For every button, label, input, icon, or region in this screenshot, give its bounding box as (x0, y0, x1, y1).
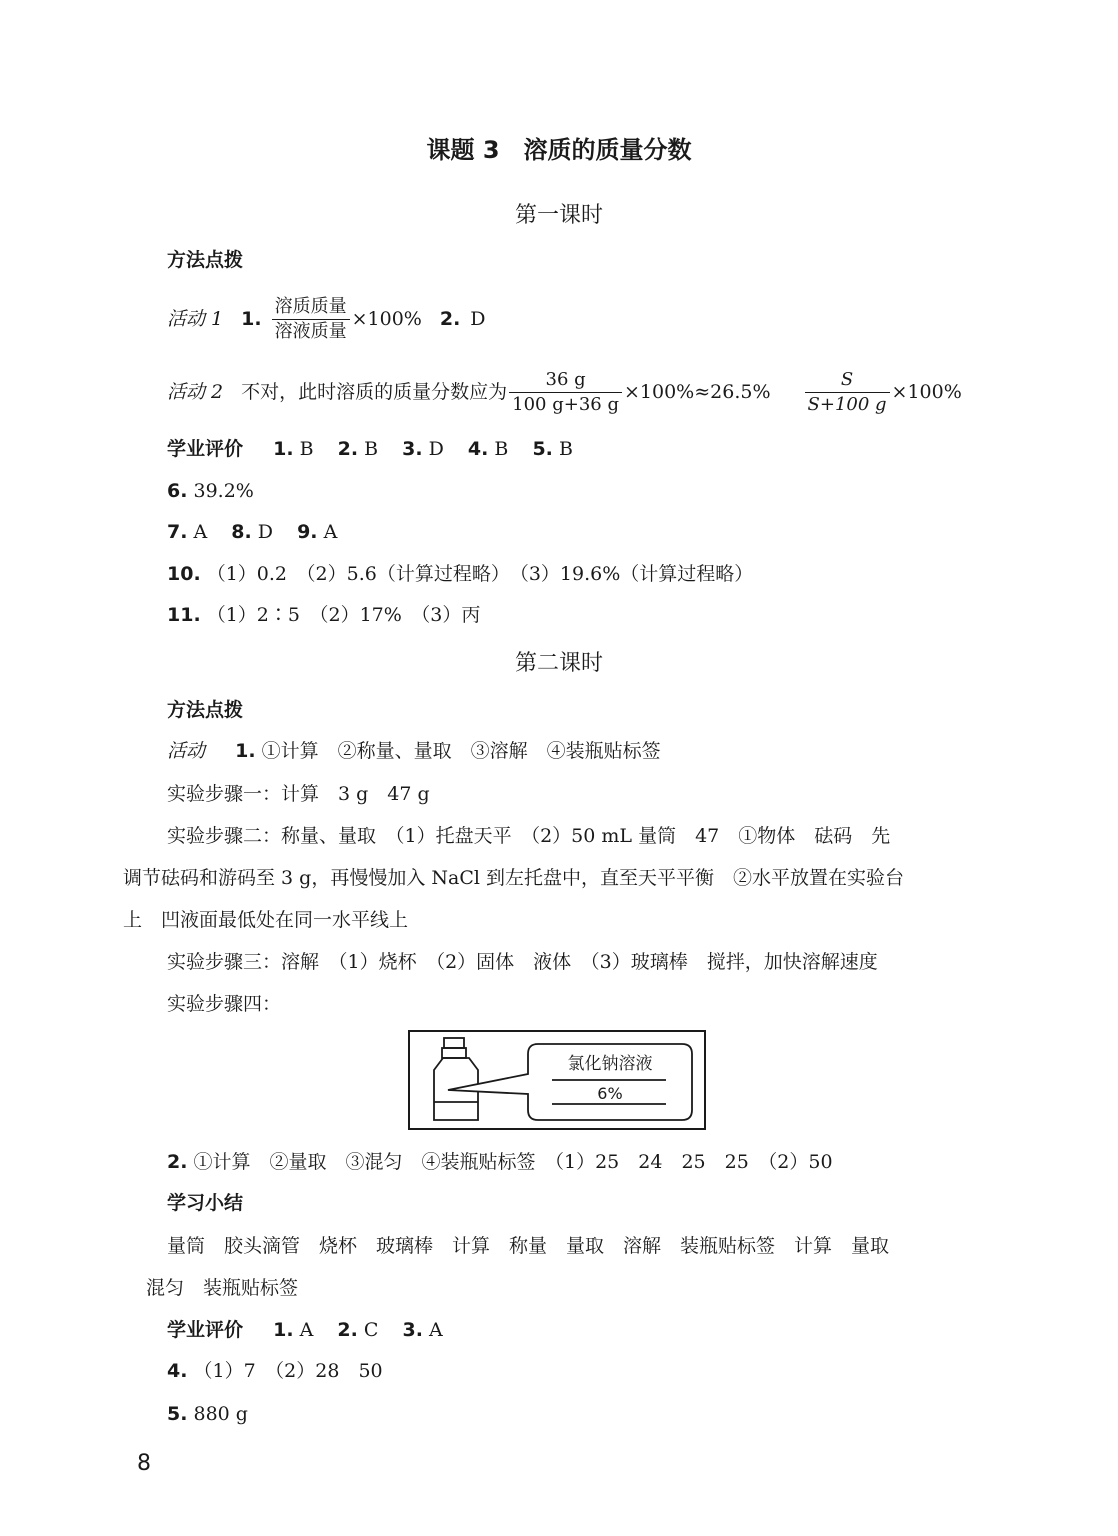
label-solution-name: 氯化钠溶液 (567, 1054, 653, 1074)
answer-value: D (257, 521, 274, 543)
answer-number: 4. (167, 1360, 188, 1382)
lesson2-q5 (167, 1402, 248, 1426)
lesson1-heading: 第一课时 (514, 203, 603, 228)
answer-number: 2. (337, 438, 359, 460)
activity1-label: 活动 1 (167, 308, 224, 330)
lesson1-eval-row1 (167, 437, 573, 461)
page-number: 8 (137, 1451, 151, 1476)
bottle-label-figure (408, 1030, 706, 1130)
answer-number: 7. (167, 521, 188, 543)
answer-number: 1. (273, 1319, 294, 1341)
answer-value: B (558, 438, 573, 460)
lesson2-eval-heading: 学业评价 (167, 1319, 244, 1341)
answer-value: A (323, 521, 338, 543)
activity2-fraction-2 (805, 368, 890, 417)
activity1-q2-answer: D (470, 308, 486, 330)
lesson2-method-heading: 方法点拨 (167, 699, 244, 721)
activity1-q1-number: 1. (241, 308, 262, 330)
answer-number: 1. (273, 438, 294, 460)
label-concentration: 6% (597, 1084, 623, 1103)
summary-line1: 量筒 胶头滴管 烧杯 玻璃棒 计算 称量 量取 溶解 装瓶贴标签 计算 量取 (167, 1235, 890, 1257)
answer-number: 4. (467, 438, 489, 460)
lesson1-method-heading: 方法点拨 (167, 249, 244, 271)
answer-number: 2. (337, 1319, 358, 1341)
activity2-mid: ×100%≈26.5% (624, 381, 771, 403)
answer-number: 10. (167, 563, 201, 585)
answer-number: 3. (402, 1319, 423, 1341)
activity2-line (167, 364, 962, 420)
step2-line2: 调节砝码和游码至 3 g，再慢慢加入 NaCl 到左托盘中，直至天平平衡 ②水平放置在实验台 (123, 867, 904, 889)
answer-value: （1）0.2 （2）5.6（计算过程略） （3）19.6%（计算过程略） (206, 563, 754, 585)
answer-value: A (299, 1319, 314, 1341)
activity2-tail: ×100% (891, 381, 962, 403)
step3: 实验步骤三：溶解 （1）烧杯 （2）固体 液体 （3）玻璃棒 搅拌，加快溶解速度 (167, 951, 878, 973)
lesson1-q11 (167, 603, 480, 627)
answer-value: B (494, 438, 509, 460)
step1: 实验步骤一：计算 3 g 47 g (167, 783, 430, 805)
lesson2-heading: 第二课时 (514, 651, 603, 676)
answer-value: A (193, 521, 208, 543)
answer-value: （1）7 （2）28 50 (193, 1360, 383, 1382)
answer-value: 39.2% (193, 480, 254, 502)
activity2-text: 不对，此时溶质的质量分数应为 (241, 381, 508, 403)
lesson2-eval-row1 (167, 1318, 443, 1342)
activity1-line (167, 292, 486, 346)
answer-value: 880 g (193, 1403, 248, 1425)
page-title: 课题 3 溶质的质量分数 (426, 136, 692, 164)
answer-value: ①计算 ②量取 ③混匀 ④装瓶贴标签 （1）25 24 25 25 （2）50 (193, 1151, 833, 1173)
answer-number: 8. (231, 521, 252, 543)
answer-value: D (428, 438, 444, 460)
answer-value: A (428, 1319, 443, 1341)
bottle-with-label-illustration (410, 1032, 704, 1128)
activity2-fraction-2-denominator: S+100 g (805, 392, 890, 417)
lesson1-q10 (167, 562, 753, 586)
lesson2-activity-line (167, 739, 661, 763)
activity2-fraction-1-numerator: 36 g (545, 368, 586, 390)
activity1-fraction-numerator: 溶质质量 (274, 295, 347, 317)
step2-line1: 实验步骤二：称量、量取 （1）托盘天平 （2）50 mL 量筒 47 ①物体 砝码 先 (167, 825, 891, 847)
lesson2-q2 (167, 1150, 833, 1174)
answer-number: 6. (167, 480, 188, 502)
activity1-q2-number: 2. (439, 308, 461, 330)
answer-value: B (364, 438, 379, 460)
answer-value: B (299, 438, 314, 460)
step2-line3: 上 凹液面最低处在同一水平线上 (123, 909, 409, 931)
answer-number: 3. (402, 438, 423, 460)
lesson2-activity-text: ①计算 ②称量、量取 ③溶解 ④装瓶贴标签 (261, 740, 661, 762)
answer-number: 5. (167, 1403, 188, 1425)
activity2-label: 活动 2 (167, 381, 224, 403)
answer-value: C (363, 1319, 379, 1341)
step4: 实验步骤四： (167, 993, 282, 1015)
activity1-fraction-denominator: 溶液质量 (272, 319, 350, 344)
answer-number: 1. (235, 740, 256, 762)
answer-number: 5. (532, 438, 553, 460)
lesson1-eval-heading: 学业评价 (167, 438, 244, 460)
answer-number: 11. (167, 604, 201, 626)
answer-number: 9. (297, 521, 318, 543)
lesson2-q4 (167, 1359, 383, 1383)
activity2-fraction-1 (509, 368, 622, 417)
activity1-tail: ×100% (351, 308, 422, 330)
answer-value: （1）2∶5 （2）17% （3）丙 (206, 604, 481, 626)
summary-line2: 混匀 装瓶贴标签 (146, 1277, 299, 1299)
activity2-fraction-2-numerator: S (840, 368, 854, 390)
activity1-fraction (272, 295, 350, 344)
lesson1-row7 (167, 520, 337, 544)
lesson2-activity-label: 活动 (167, 740, 206, 762)
activity2-fraction-1-denominator: 100 g+36 g (509, 392, 622, 417)
summary-heading: 学习小结 (167, 1192, 244, 1214)
answer-number: 2. (167, 1151, 188, 1173)
lesson1-q6 (167, 479, 254, 503)
